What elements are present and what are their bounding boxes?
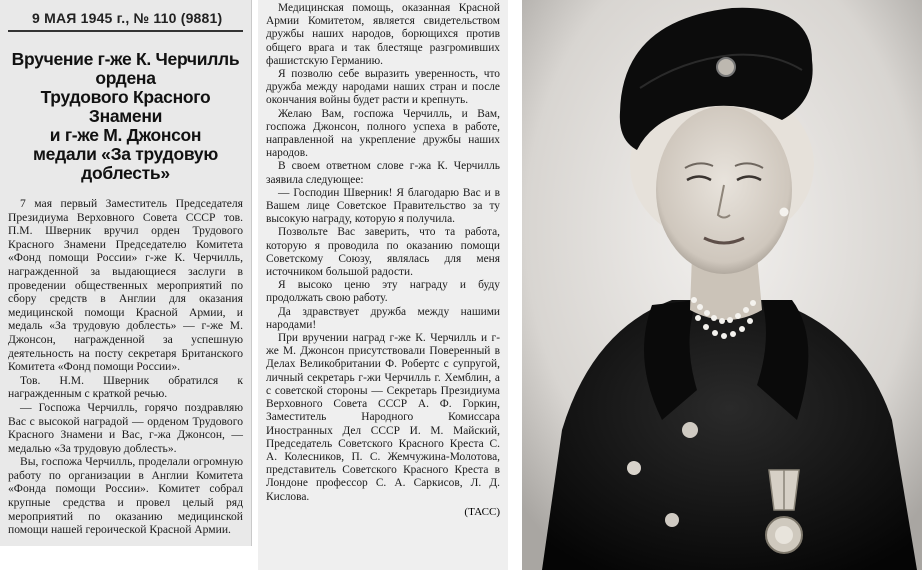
article-column-right <box>258 0 508 570</box>
paragraph: — Госпожа Черчилль, горячо поздравляю Вас с высокой наградой — орденом Трудового Красного Знамени и Вас, г-жа Джонсон, — медалью «За трудовую доблесть». <box>8 400 243 455</box>
paragraph: Я позволю себе выразить уверенность, что дружба между народами наших стран и после окончания войны будет расти и крепнуть. <box>266 68 500 107</box>
paragraph: Я высоко ценю эту награду и буду продолжать свою работу. <box>266 279 500 305</box>
portrait-photo <box>522 0 922 570</box>
article-headline <box>8 50 243 183</box>
headline-line-1: Вручение г-же К. Черчилль ордена <box>11 49 240 88</box>
article-body-right <box>266 2 500 504</box>
paragraph: Позвольте Вас заверить, что та работа, которую я проводила по оказанию помощи Советскому Союзу, являлась для меня источником большой радости. <box>266 226 500 279</box>
headline-line-2: Трудового Красного Знамени <box>40 87 211 126</box>
article-body-left <box>8 197 243 537</box>
hat-brooch <box>717 58 735 76</box>
news-agency-credit: (ТАСС) <box>464 505 500 518</box>
paragraph: При вручении наград г-же К. Черчилль и г-же М. Джонсон присутствовали Поверенный в Делах Великобритании Ф. Робертс с супругой, личный секретарь г-жи Черчилль г. Хемблин, а с советской стороны — Секретарь Президиума Верховного Совета СССР А. Ф. Горкин, Заместитель Народного Комиссара Иностранных Дел СССР И. М. Майский, Председатель Советского Красного Креста С. А. Колесников, П. С. Жемчужина-Молотова, представитель Советского Красного Креста в Лондоне профессор С. А. Саркисов, Л. Д. Кислова. <box>266 332 500 503</box>
headline-line-3: и г-же М. Джонсон <box>49 125 202 145</box>
coat-button <box>665 513 679 527</box>
article-column-left <box>0 0 252 546</box>
paragraph: — Господин Шверник! Я благодарю Вас и в Вашем лице Советское Правительство за ту высокую награду, которую я получила. <box>266 186 500 226</box>
paragraph: Вы, госпожа Черчилль, проделали огромную работу по организации в Англии Комитета «Фонда помощи России». Комитет собрал крупные средства и провел целый ряд мероприятий по оказанию медицинской помощи нашей героической Красной Армии. <box>8 455 243 537</box>
coat-button <box>682 422 698 438</box>
earring <box>780 208 789 217</box>
headline-line-4: медали «За трудовую доблесть» <box>33 144 218 183</box>
portrait-illustration <box>522 0 922 570</box>
paragraph: Да здравствует дружба между нашими народами! <box>266 305 500 331</box>
paragraph: В своем ответном слове г-жа К. Черчилль заявила следующее: <box>266 160 500 186</box>
lapel-pin <box>627 461 641 475</box>
paragraph: Тов. Н.М. Шверник обратился к награжденным с краткой речью. <box>8 373 243 401</box>
paragraph: Медицинская помощь, оказанная Красной Армии Комитетом, является свидетельством дружбы наших народов, борющихся против общего врага и так блестяще разгромивших фашистскую Германию. <box>266 2 500 67</box>
paragraph: Желаю Вам, госпожа Черчилль, и Вам, госпожа Джонсон, полного успеха в работе, направленной на укрепление дружбы наших народов. <box>266 107 500 160</box>
paragraph: 7 мая первый Заместитель Председателя Президиума Верховного Совета СССР тов. П.М. Шверник вручил орден Трудового Красного Знамени Председателю Комитета «Фонд помощи России» г-же К. Черчилль, награжденной за выдающиеся заслуги в проведении общественных мероприятий по сбору средств в Англии для оказания медицинской помощи Красной Армии, и медаль «За трудовую доблесть» — г-же М. Джонсон, награжденной за успешную деятельность на посту секретаря Британского Комитета «Фонд помощи России». <box>8 197 243 374</box>
header-rule <box>8 30 243 32</box>
newspaper-dateline: 9 МАЯ 1945 г., № 110 (9881) <box>32 10 223 26</box>
